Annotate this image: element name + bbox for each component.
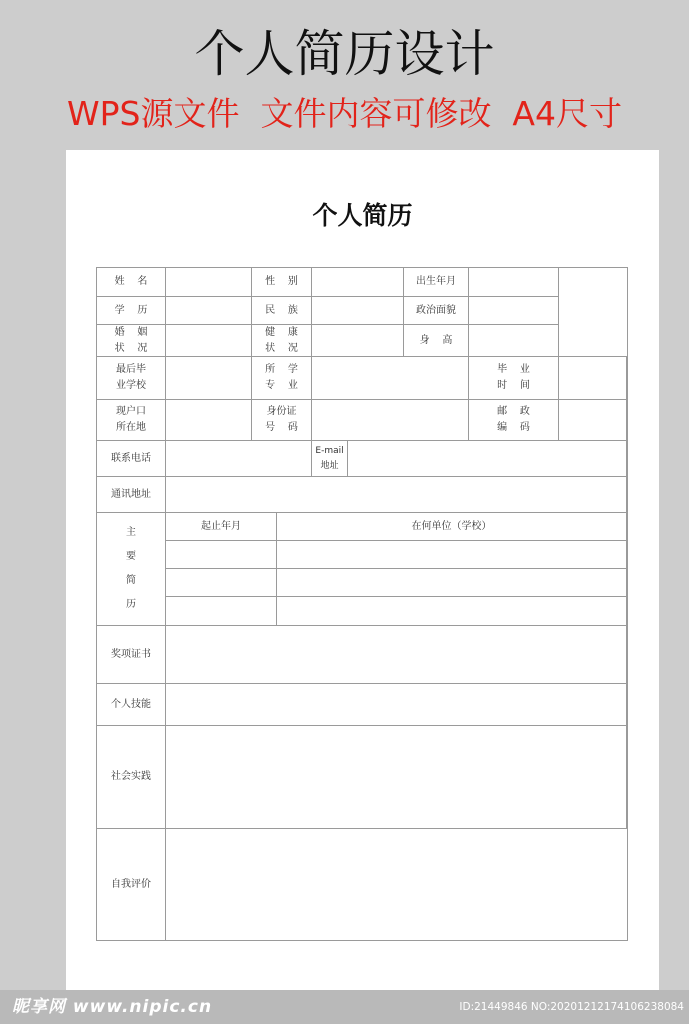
gender-value[interactable] (312, 268, 404, 297)
school-value[interactable] (166, 357, 252, 400)
history-period-3[interactable] (166, 597, 277, 626)
residence-value[interactable] (166, 400, 252, 441)
postcode-value[interactable] (559, 400, 627, 441)
address-label: 通讯地址 (97, 477, 166, 513)
awards-label: 奖项证书 (97, 626, 166, 684)
graduation-label: 毕 业 时 间 (469, 357, 559, 400)
history-unit-header: 在何单位（学校） (277, 513, 627, 541)
evaluation-value[interactable] (166, 829, 627, 940)
height-label: 身 高 (404, 325, 469, 357)
height-value[interactable] (469, 325, 559, 357)
residence-label: 现户口 所在地 (97, 400, 166, 441)
banner-subtitle: WPS源文件 文件内容可修改 A4尺寸 (66, 94, 622, 133)
idcard-label: 身份证 号 码 (252, 400, 312, 441)
ethnicity-label: 民 族 (252, 297, 312, 325)
marital-value[interactable] (166, 325, 252, 357)
history-period-2[interactable] (166, 569, 277, 597)
document-title: 个人简历 (312, 201, 413, 230)
email-value[interactable] (348, 441, 627, 477)
watermark-id: ID:21449846 NO:20201212174106238084 (459, 1001, 684, 1013)
history-unit-2[interactable] (277, 569, 627, 597)
graduation-value[interactable] (559, 357, 627, 400)
history-unit-3[interactable] (277, 597, 627, 626)
address-value[interactable] (166, 477, 627, 513)
education-value[interactable] (166, 297, 252, 325)
birth-label: 出生年月 (404, 268, 469, 297)
political-value[interactable] (469, 297, 559, 325)
major-value[interactable] (312, 357, 469, 400)
political-label: 政治面貌 (404, 297, 469, 325)
photo-box[interactable] (559, 268, 627, 357)
major-label: 所 学 专 业 (252, 357, 312, 400)
banner-title: 个人简历设计 (194, 25, 495, 83)
health-value[interactable] (312, 325, 404, 357)
phone-label: 联系电话 (97, 441, 166, 477)
health-label: 健 康 状 况 (252, 325, 312, 357)
school-label: 最后毕 业学校 (97, 357, 166, 400)
email-label: E-mail 地址 (312, 441, 348, 477)
gender-label: 性 别 (252, 268, 312, 297)
history-unit-1[interactable] (277, 541, 627, 569)
birth-value[interactable] (469, 268, 559, 297)
history-period-1[interactable] (166, 541, 277, 569)
awards-value[interactable] (166, 626, 627, 684)
practice-value[interactable] (166, 726, 627, 829)
idcard-value[interactable] (312, 400, 469, 441)
resume-form-table (96, 267, 628, 941)
watermark-logo: 昵享网 www.nipic.cn (12, 997, 213, 1017)
evaluation-label: 自我评价 (97, 829, 166, 940)
history-label: 主 要 简 历 (97, 513, 166, 626)
name-value[interactable] (166, 268, 252, 297)
postcode-label: 邮 政 编 码 (469, 400, 559, 441)
phone-value[interactable] (166, 441, 312, 477)
history-period-header: 起止年月 (166, 513, 277, 541)
ethnicity-value[interactable] (312, 297, 404, 325)
skills-value[interactable] (166, 684, 627, 726)
education-label: 学 历 (97, 297, 166, 325)
resume-paper (66, 150, 659, 990)
name-label: 姓 名 (97, 268, 166, 297)
practice-label: 社会实践 (97, 726, 166, 829)
marital-label: 婚 姻 状 况 (97, 325, 166, 357)
skills-label: 个人技能 (97, 684, 166, 726)
